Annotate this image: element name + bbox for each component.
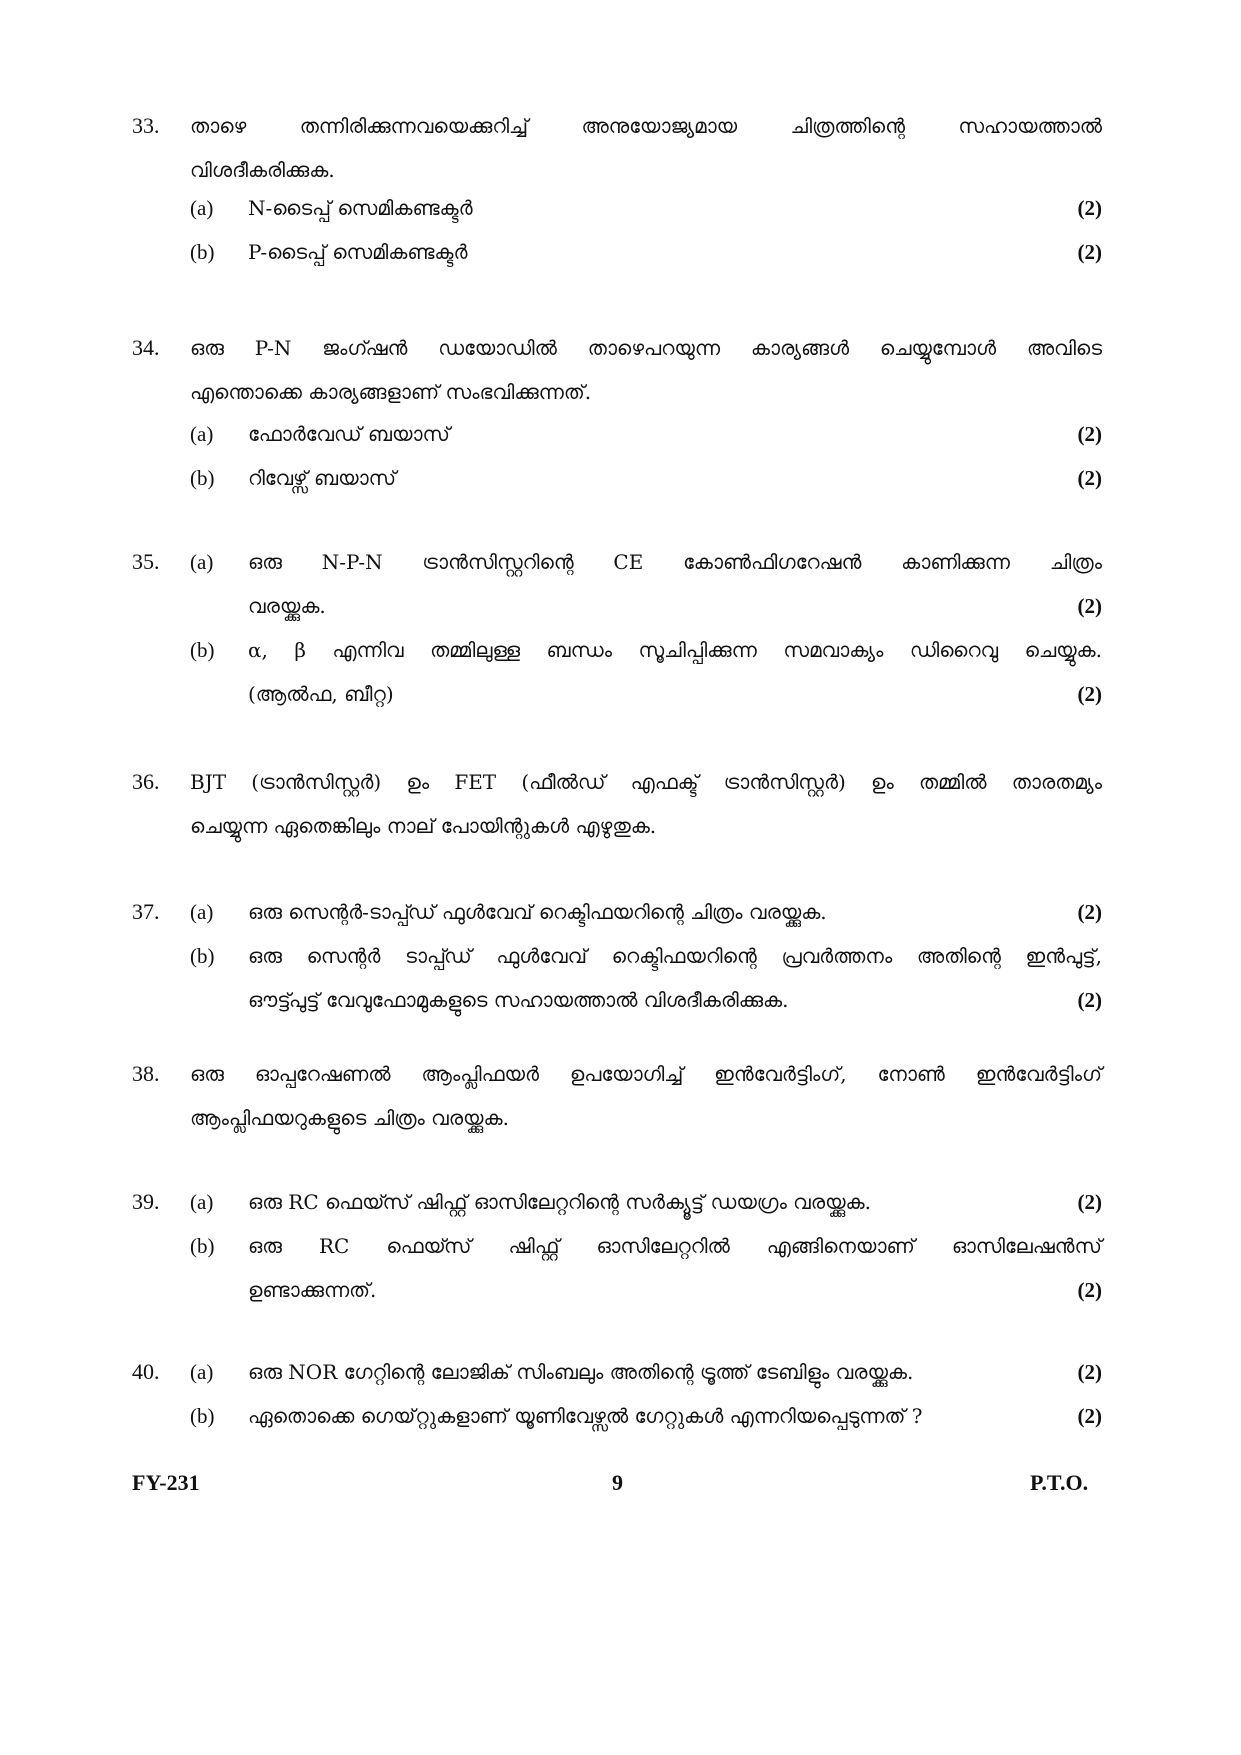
marks: (2) xyxy=(1077,682,1102,706)
marks: (2) xyxy=(1077,466,1102,490)
part-a: (a) ഫോർവേഡ് ബയാസ് (2) xyxy=(190,412,1102,456)
question-number: 34. xyxy=(132,335,160,360)
part-a: (a) ഒരു RC ഫെയ്സ് ഷിഫ്റ്റ് ഓസിലേറ്ററിന്റെ സർക്യൂട്ട് ഡയഗ്രം വരയ്ക്കുക. (2) xyxy=(190,1180,1102,1224)
question-38 xyxy=(132,1052,1102,1140)
question-text: BJT (ട്രാൻസിസ്റ്റർ) ഉം FET (ഫീൽഡ് എഫക്ട് ട്രാൻസിസ്റ്റർ) ഉം തമ്മിൽ താരതമ്യം ചെയ്യുന്ന ഏതെങ്കിലും നാല് പോയിന്റുകൾ എഴുതുക. xyxy=(190,770,1102,838)
question-34 xyxy=(132,326,1102,496)
please-turn-over: P.T.O. xyxy=(1030,1470,1089,1495)
question-33 xyxy=(132,104,1102,274)
question-number: 38. xyxy=(132,1061,160,1086)
question-40 xyxy=(132,1350,1102,1446)
question-number: 40. xyxy=(132,1359,160,1384)
question-number: 36. xyxy=(132,769,160,794)
marks: (2) xyxy=(1077,900,1102,924)
marks: (2) xyxy=(1077,988,1102,1012)
part-a: (a) ഒരു NOR ഗേറ്റിന്റെ ലോജിക് സിംബലും അതിന്റെ ട്രൂത്ത് ടേബിളും വരയ്ക്കുക. (2) xyxy=(190,1350,1102,1394)
question-text: താഴെ തന്നിരിക്കുന്നവയെക്കുറിച്ച് അനുയോജ്യമായ ചിത്രത്തിന്റെ സഹായത്താൽ വിശദീകരിക്കുക. xyxy=(190,114,1102,182)
question-36 xyxy=(132,760,1102,848)
question-number: 39. xyxy=(132,1189,160,1214)
marks: (2) xyxy=(1077,1360,1102,1384)
part-b: (b) P-ടൈപ്പ് സെമികണ്ടക്ടർ (2) xyxy=(190,230,1102,274)
question-39 xyxy=(132,1180,1102,1320)
marks: (2) xyxy=(1077,1404,1102,1428)
question-number: 37. xyxy=(132,899,160,924)
part-b: (b) ഒരു സെന്റർ ടാപ്പ്ഡ് ഫുൾവേവ് റെക്ടിഫയറിന്റെ പ്രവർത്തനം അതിന്റെ ഇൻപുട്ട്, ഔട്ട്പുട്ട് വേവുഫോമുകളുടെ സഹായത്താൽ വിശദീകരിക്കുക. (2) xyxy=(190,934,1102,1022)
page-number: 9 xyxy=(612,1470,623,1495)
part-a: (a) N-ടൈപ്പ് സെമികണ്ടക്ടർ (2) xyxy=(190,186,1102,230)
marks: (2) xyxy=(1077,196,1102,220)
part-a: (a) ഒരു N-P-N ട്രാൻസിസ്റ്ററിന്റെ CE കോൺഫിഗറേഷൻ കാണിക്കുന്ന ചിത്രം വരയ്ക്കുക. (2) xyxy=(190,540,1102,628)
marks: (2) xyxy=(1077,1190,1102,1214)
part-b: (b) ഏതൊക്കെ ഗെയ്റ്റുകളാണ് യൂണിവേഴ്സൽ ഗേറ്റുകൾ എന്നറിയപ്പെടുന്നത് ? (2) xyxy=(190,1394,1102,1438)
question-37 xyxy=(132,890,1102,1030)
marks: (2) xyxy=(1077,240,1102,264)
part-b: (b) α, β എന്നിവ തമ്മിലുള്ള ബന്ധം സൂചിപ്പിക്കുന്ന സമവാക്യം ഡിറൈവു ചെയ്യുക. (ആൽഫ, ബീറ്റ) (2) xyxy=(190,628,1102,716)
marks: (2) xyxy=(1077,594,1102,618)
marks: (2) xyxy=(1077,422,1102,446)
question-text: ഒരു ഓപ്പറേഷണൽ ആംപ്ലിഫയർ ഉപയോഗിച്ച് ഇൻവേർട്ടിംഗ്, നോൺ ഇൻവേർട്ടിംഗ് ആംപ്ലിഫയറുകളുടെ ചിത്രം വരയ്ക്കുക. xyxy=(190,1062,1102,1130)
question-35 xyxy=(132,540,1102,720)
paper-code: FY-231 xyxy=(132,1470,200,1495)
part-a: (a) ഒരു സെന്റർ-ടാപ്പ്ഡ് ഫുൾവേവ് റെക്ടിഫയറിന്റെ ചിത്രം വരയ്ക്കുക. (2) xyxy=(190,890,1102,934)
question-number: 35. xyxy=(132,549,160,574)
question-number: 33. xyxy=(132,113,160,138)
question-text: ഒരു P-N ജംഗ്ഷൻ ഡയോഡിൽ താഴെപറയുന്ന കാര്യങ്ങൾ ചെയ്യുമ്പോൾ അവിടെ എന്തൊക്കെ കാര്യങ്ങളാണ് സംഭവിക്കുന്നത്. xyxy=(190,336,1102,404)
part-b: (b) റിവേഴ്സ് ബയാസ് (2) xyxy=(190,456,1102,500)
part-b: (b) ഒരു RC ഫെയ്സ് ഷിഫ്റ്റ് ഓസിലേറ്ററിൽ എങ്ങിനെയാണ് ഓസിലേഷൻസ് ഉണ്ടാക്കുന്നത്. (2) xyxy=(190,1224,1102,1312)
marks: (2) xyxy=(1077,1278,1102,1302)
